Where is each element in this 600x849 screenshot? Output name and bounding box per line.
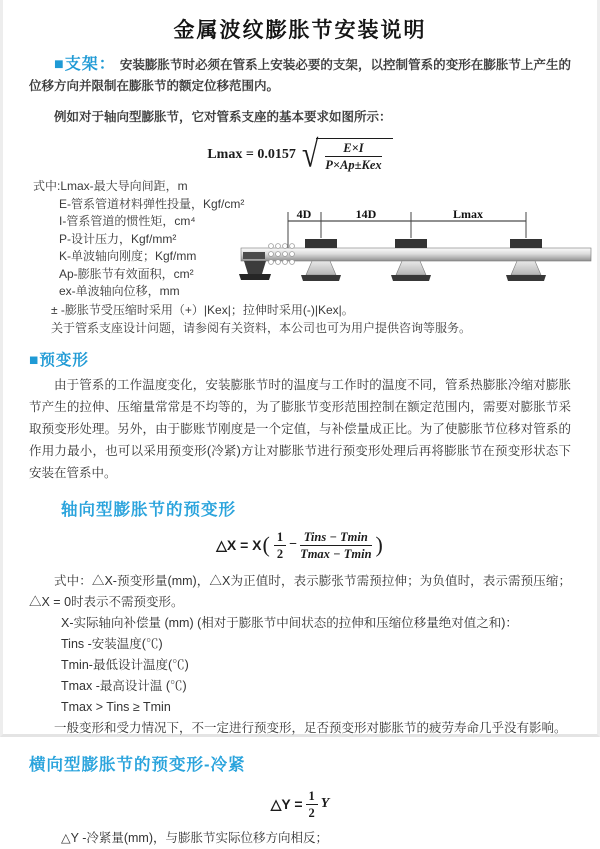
definition-line: K-单波轴向刚度；Kgf/mm	[59, 249, 197, 263]
lateral-note: △Y -冷紧量(mm)，与膨胀节实际位移方向相反；	[61, 830, 329, 845]
pipe-support-diagram	[241, 208, 591, 294]
lmax-fraction	[325, 141, 381, 172]
sqrt-sign: √	[301, 133, 319, 175]
axial-preform-heading: 轴向型膨胀节的预变形	[61, 500, 236, 519]
right-paren: )	[375, 532, 383, 557]
axial-item: Tins -安装温度(℃)	[61, 636, 163, 651]
support-intro-text: 安装膨胀节时必须在管系上安装必要的支架，以控制管系的变形在膨胀节上产生的位移方向并限制在膨胀节的额定位移范围内。	[29, 58, 571, 93]
preform-section-heading: ■预变形	[29, 351, 89, 369]
definition-line: 式中:Lmax-最大导向间距，m	[33, 179, 188, 193]
axial-formula-lhs: △X = X	[216, 536, 262, 553]
plus-minus-note: ± -膨胀节受压缩时采用（+）|Kex|；拉伸时采用(-)|Kex|。	[51, 302, 354, 317]
dim-label-4d: 4D	[296, 207, 312, 221]
lateral-formula-rhs: Y	[320, 796, 330, 811]
dim-label-14d: 14D	[355, 207, 377, 221]
page-title: 金属波纹膨胀节安装说明	[173, 19, 427, 42]
preform-body-paragraph: 由于管系的工作温度变化，安装膨胀节时的温度与工作时的温度不同，管系热膨胀冷缩对膨胀节产生的拉伸、压缩量常常是不均等的，为了膨胀节变形范围控制在额定范围内，需要对膨胀节采取预变形处理。另外，由于膨账节刚度是一个定值，与补偿量成正比。为了使膨胀节位移对管系的作用力最小，也可以采用预变形(冷紧)方让对膨胀节进行预变形处理后再将膨胀节在预变形状态下安装在管系中。	[29, 377, 571, 480]
lateral-formula-lhs: △Y =	[270, 795, 303, 812]
temp-denominator: Tmax − Tmin	[300, 546, 372, 561]
axial-item: X-实际轴向补偿量 (mm) (相对于膨胀节中间状态的拉伸和压缩位移量绝对值之和)：	[61, 615, 518, 630]
temp-numerator: Tins − Tmin	[300, 530, 371, 546]
lateral-formula	[3, 789, 597, 820]
left-paren: (	[262, 532, 270, 557]
definition-line: ex-单波轴向位移，mm	[59, 284, 180, 298]
temp-fraction	[300, 530, 371, 561]
lmax-formula	[3, 133, 597, 175]
definition-line: I-管系管道的惯性矩，cm⁴	[59, 214, 196, 228]
support-section-label: ■支架：	[54, 56, 116, 73]
half-fraction	[274, 530, 286, 561]
axial-item: Tmax > Tins ≥ Tmin	[61, 699, 171, 714]
consult-note: 关于管系支座设计问题，请参阅有关资料，本公司也可为用户提供咨询等服务。	[51, 321, 472, 335]
half-numerator: 1	[274, 530, 286, 546]
axial-explain-paragraph: 式中：△X-预变形量(mm)，△X为正值时，表示膨张节需预拉伸；为负值时，表示需预压缩；△X = 0时表示不需预变形。	[29, 573, 571, 609]
lateral-preform-heading: 横向型膨胀节的预变形-冷紧	[29, 755, 246, 774]
minus-sign: −	[289, 537, 298, 552]
lmax-formula-lhs: Lmax = 0.0157	[207, 147, 296, 162]
definition-line: P-设计压力，Kgf/mm²	[59, 231, 177, 246]
axial-item: Tmin-最低设计温度(℃)	[61, 657, 189, 672]
definition-line: Ap-膨胀节有效面积，cm²	[59, 266, 194, 281]
axial-formula	[3, 530, 597, 561]
symbol-definitions	[33, 178, 597, 338]
lateral-half-fraction	[306, 789, 318, 820]
lmax-fraction-denominator: P×Ap±Kex	[325, 158, 382, 172]
lmax-fraction-numerator: E×I	[325, 141, 381, 157]
support-intro-paragraph	[29, 54, 571, 97]
definition-line: E-管系管道材料弹性投量，Kgf/cm²	[59, 196, 245, 211]
axial-note: 一般变形和受力情况下，不一定进行预变形，足否预变形对膨胀节的疲劳寿命几乎没有影响。	[54, 720, 567, 735]
half-denominator: 2	[276, 546, 284, 561]
axial-item: Tmax -最高设计温 (℃)	[61, 678, 187, 693]
lateral-half-numerator: 1	[306, 789, 318, 805]
dim-label-lmax: Lmax	[453, 207, 483, 221]
support-example-line: 例如对于轴向型膨胀节，它对管系支座的基本要求如图所示：	[54, 110, 392, 124]
lmax-radicand	[316, 138, 392, 172]
lateral-half-denominator: 2	[308, 805, 315, 820]
